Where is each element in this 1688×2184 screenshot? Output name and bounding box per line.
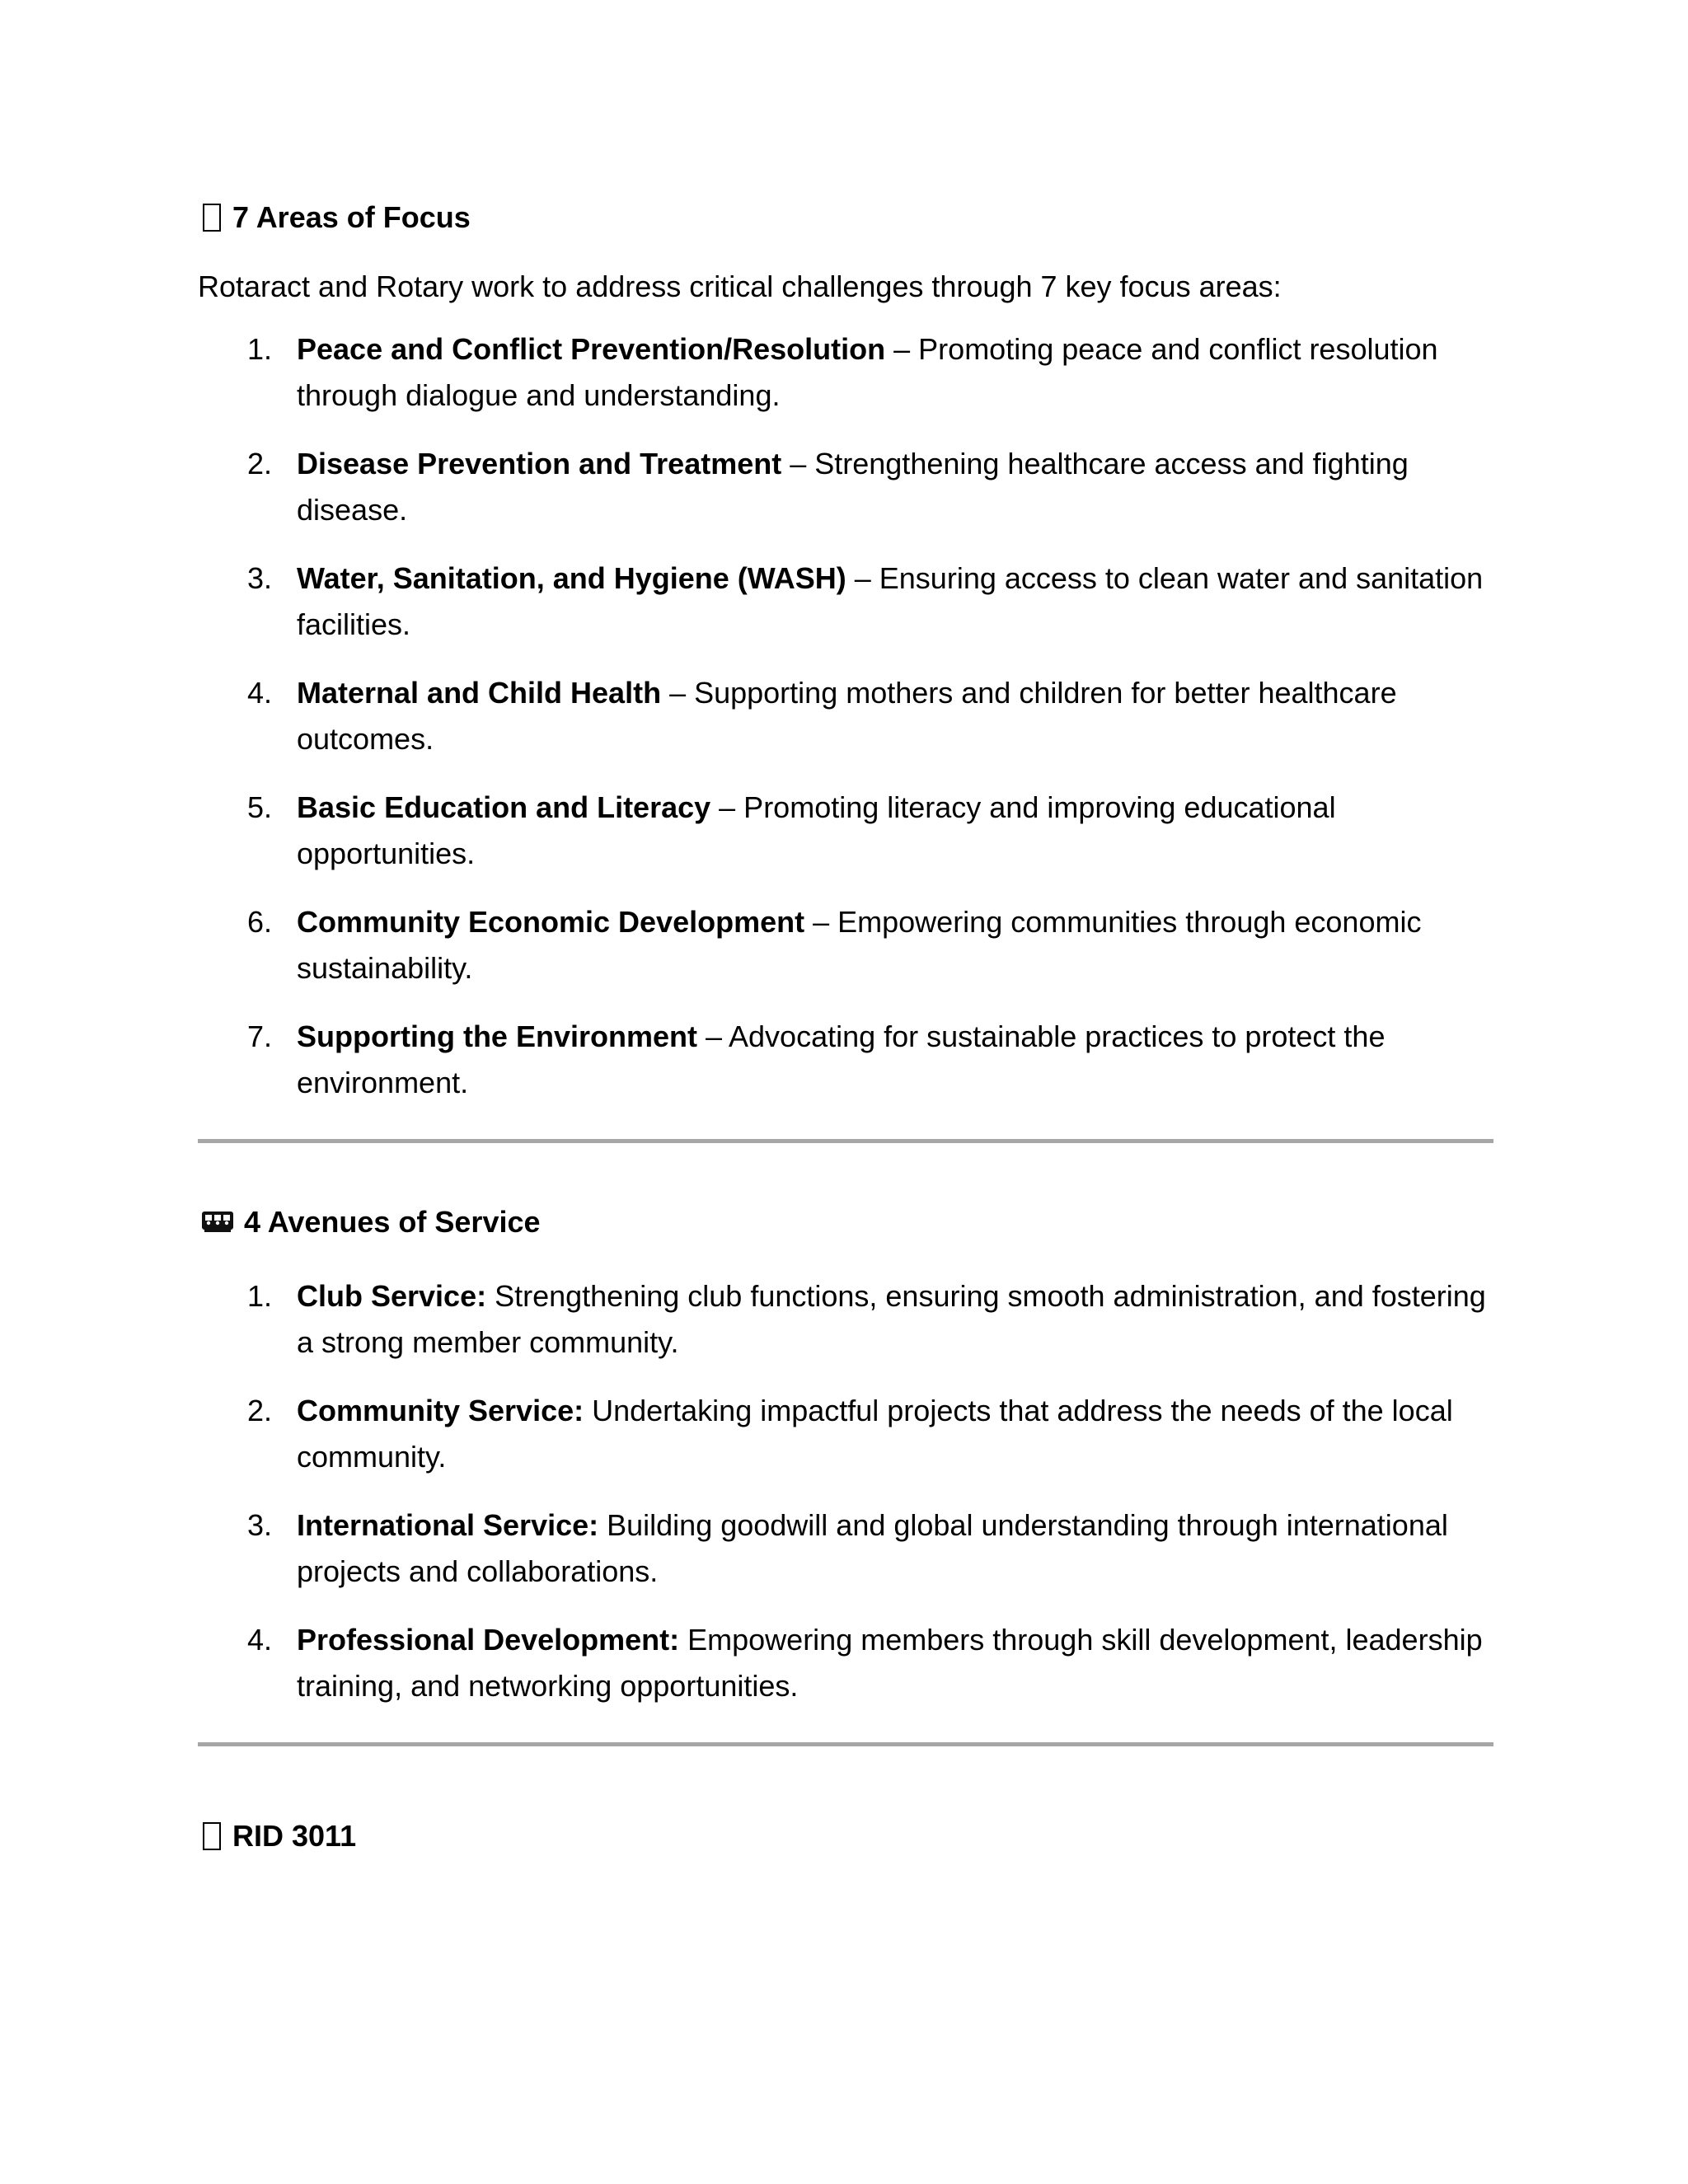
item-description: – Advocating for sustainable practices to protect the environment. xyxy=(297,1019,1386,1099)
item-description: – Promoting peace and conflict resolution through dialogue and understanding. xyxy=(297,332,1438,412)
list-item xyxy=(198,785,1493,877)
focus-heading xyxy=(198,199,1493,236)
list-item xyxy=(198,555,1493,648)
list-number: 3. xyxy=(247,561,273,595)
item-description: – Promoting literacy and improving educational opportunities. xyxy=(297,790,1336,870)
list-item xyxy=(198,1617,1493,1709)
list-item xyxy=(198,899,1493,991)
item-description: – Strengthening healthcare access and fighting disease. xyxy=(297,447,1409,527)
list-number: 1. xyxy=(247,1279,273,1313)
focus-intro: Rotaract and Rotary work to address critical challenges through 7 key focus areas: xyxy=(198,269,1282,303)
list-number: 3. xyxy=(247,1508,273,1542)
item-term: Disease Prevention and Treatment xyxy=(297,447,782,480)
list-item xyxy=(198,441,1493,533)
focus-heading-text: 7 Areas of Focus xyxy=(232,200,471,234)
item-term: Peace and Conflict Prevention/Resolution xyxy=(297,332,886,366)
item-description: Strengthening club functions, ensuring smooth administration, and fostering a strong member community. xyxy=(297,1279,1486,1359)
missing-glyph-icon xyxy=(203,204,221,232)
item-term: Community Economic Development xyxy=(297,905,805,939)
list-number: 5. xyxy=(247,790,273,824)
item-term: Water, Sanitation, and Hygiene (WASH) xyxy=(297,561,846,595)
item-description: Building goodwill and global understanding through international projects and collaborations. xyxy=(297,1508,1448,1588)
list-item xyxy=(198,326,1493,419)
item-term: Club Service: xyxy=(297,1279,487,1313)
item-description: – Ensuring access to clean water and sanitation facilities. xyxy=(297,561,1484,641)
list-item xyxy=(198,1388,1493,1480)
missing-glyph-icon xyxy=(203,1822,221,1850)
horizontal-divider xyxy=(198,1139,1493,1143)
item-description: – Empowering communities through economic sustainability. xyxy=(297,905,1422,985)
list-number: 2. xyxy=(247,447,273,480)
horizontal-divider xyxy=(198,1742,1493,1746)
list-item xyxy=(198,1014,1493,1106)
list-number: 6. xyxy=(247,905,273,939)
avenues-heading xyxy=(198,1204,1493,1240)
rid-heading xyxy=(198,1818,1493,1854)
focus-list xyxy=(198,326,1493,1106)
item-description: Undertaking impactful projects that address the needs of the local community. xyxy=(297,1394,1453,1474)
item-term: International Service: xyxy=(297,1508,599,1542)
list-number: 7. xyxy=(247,1019,273,1053)
avenues-heading-text: 4 Avenues of Service xyxy=(244,1205,541,1239)
item-term: Basic Education and Literacy xyxy=(297,790,711,824)
list-item xyxy=(198,1502,1493,1595)
document-body xyxy=(198,199,1493,1854)
item-term: Supporting the Environment xyxy=(297,1019,697,1053)
avenues-list xyxy=(198,1273,1493,1709)
list-item xyxy=(198,670,1493,762)
item-description: – Supporting mothers and children for better healthcare outcomes. xyxy=(297,676,1397,756)
item-term: Community Service: xyxy=(297,1394,584,1427)
item-term: Professional Development: xyxy=(297,1623,680,1657)
list-number: 4. xyxy=(247,676,273,710)
item-term: Maternal and Child Health xyxy=(297,676,662,710)
group-icon xyxy=(201,1210,234,1235)
list-number: 2. xyxy=(247,1394,273,1427)
list-number: 4. xyxy=(247,1623,273,1657)
list-number: 1. xyxy=(247,332,273,366)
rid-heading-text: RID 3011 xyxy=(232,1819,357,1853)
item-description: Empowering members through skill development, leadership training, and networking opportunities. xyxy=(297,1623,1483,1703)
list-item xyxy=(198,1273,1493,1366)
